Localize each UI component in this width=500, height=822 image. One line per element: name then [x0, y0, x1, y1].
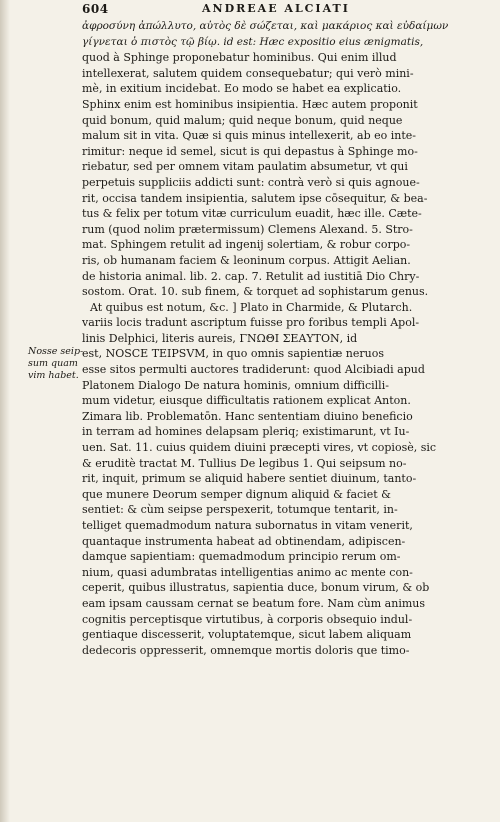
- text-line: nium, quasi adumbratas intelligentias animo ac mente con-: [82, 565, 413, 579]
- text-line: rum (quod nolim prætermissum) Clemens Alexand. 5. Stro-: [82, 222, 413, 236]
- text-line: in terram ad homines delapsam pleriq; existimarunt, vt Iu-: [82, 425, 410, 439]
- text-line-lemma: At quibus est notum, &c. ] Plato in Charmide, & Plutarch.: [90, 300, 413, 314]
- gutter-shadow: [0, 0, 10, 822]
- text-line: rit, occisa tandem insipientia, salutem ipse cōsequitur, & bea-: [82, 191, 428, 205]
- text-line: mat. Sphingem retulit ad ingenij solertiam, & robur corpo-: [82, 238, 411, 252]
- text-line: dedecoris oppresserit, omnemque mortis doloris que timo-: [82, 643, 410, 657]
- text-line: mum videtur, eiusque difficultatis rationem explicat Anton.: [82, 394, 411, 408]
- text-line: rit, inquit, primum se aliquid habere sentiet diuinum, tanto-: [82, 472, 417, 486]
- text-line: damque sapientiam: quemadmodum principio rerum om-: [82, 550, 401, 564]
- text-line: ris, ob humanam faciem & leoninum corpus. Attigit Aelian.: [82, 253, 411, 267]
- text-line: tus & felix per totum vitæ curriculum euadit, hæc ille. Cæte-: [82, 207, 422, 221]
- text-line: ceperit, quibus illustratus, sapientia duce, bonum virum, & ob: [82, 581, 430, 595]
- page-number: 604: [82, 2, 109, 16]
- text-line: cognitis perceptisque virtutibus, à corporis obsequio indul-: [82, 612, 413, 626]
- body-text: [82, 19, 486, 658]
- text-line: variis locis tradunt ascriptum fuisse pro foribus templi Apol-: [82, 316, 420, 330]
- margin-note-line: vim habet.: [28, 370, 79, 381]
- text-line: perpetuis suppliciis addicti sunt: contrà verò si quis agnoue-: [82, 175, 420, 189]
- text-line: riebatur, sed per omnem vitam paulatim absumetur, vt qui: [82, 160, 408, 174]
- text-line: Zimara lib. Problematōn. Hanc sententiam diuino beneficio: [82, 409, 413, 423]
- text-line: Sphinx enim est hominibus insipientia. Hæc autem proponit: [82, 97, 418, 111]
- text-line: & eruditè tractat M. Tullius De legibus 1. Qui seipsum no-: [82, 456, 407, 470]
- text-line: Platonem Dialogo De natura hominis, omnium difficilli-: [82, 378, 389, 392]
- text-line-greek: γίγνεται ὁ πιστὸς τῷ βίῳ. id est: Hæc expositio eius ænigmatis,: [82, 35, 424, 48]
- page-header: [82, 2, 482, 16]
- text-line: rimitur: neque id semel, sicut is qui depastus à Sphinge mo-: [82, 144, 418, 158]
- text-line: eam ipsam caussam cernat se beatum fore. Nam cùm animus: [82, 596, 426, 610]
- margin-note-line: Nosse seip-: [28, 346, 84, 357]
- text-line: malum sit in vita. Quæ si quis minus intellexerit, ab eo inte-: [82, 129, 417, 143]
- margin-note-line: sum quam: [28, 358, 78, 369]
- text-line: linis Delphici, literis aureis, ΓΝΩΘΙ ΣΕΑΥΤΟΝ, id: [82, 331, 358, 345]
- text-line: sostom. Orat. 10. sub finem, & torquet ad sophistarum genus.: [82, 285, 429, 299]
- text-line: gentiaque discesserit, voluptatemque, sicut labem aliquam: [82, 628, 412, 642]
- text-line: quantaque instrumenta habeat ad obtinendam, adipiscen-: [82, 534, 406, 548]
- text-line: quod à Sphinge proponebatur hominibus. Qui enim illud: [82, 51, 397, 65]
- running-head: ANDREAE ALCIATI: [202, 2, 350, 15]
- margin-note: [28, 346, 84, 382]
- text-line-greek: ἀφροσύνη ἀπώλλυτο, αὐτὸς δὲ σώζεται, καὶ μακάριος καὶ εὐδαίμων: [82, 20, 449, 32]
- text-line: telliget quemadmodum natura subornatus in vitam venerit,: [82, 519, 413, 532]
- text-line: sentiet: & cùm seipse perspexerit, totumque tentarit, in-: [82, 503, 398, 517]
- text-line: esse sitos permulti auctores tradiderunt: quod Alcibiadi apud: [82, 363, 425, 377]
- text-line: mè, in exitium incidebat. Eo modo se habet ea explicatio.: [82, 82, 402, 96]
- text-line: est, NOSCE TEIPSVM, in quo omnis sapientiæ neruos: [82, 347, 385, 361]
- text-line: de historia animal. lib. 2. cap. 7. Retulit ad iustitiā Dio Chry-: [82, 269, 420, 283]
- text-line: uen. Sat. 11. cuius quidem diuini præcepti vires, vt copiosè, sic: [82, 441, 437, 455]
- text-line: intellexerat, salutem quidem consequebatur; qui verò mini-: [82, 66, 414, 80]
- text-line: que munere Deorum semper dignum aliquid & faciet &: [82, 487, 391, 501]
- text-line: quid bonum, quid malum; quid neque bonum, quid neque: [82, 113, 403, 127]
